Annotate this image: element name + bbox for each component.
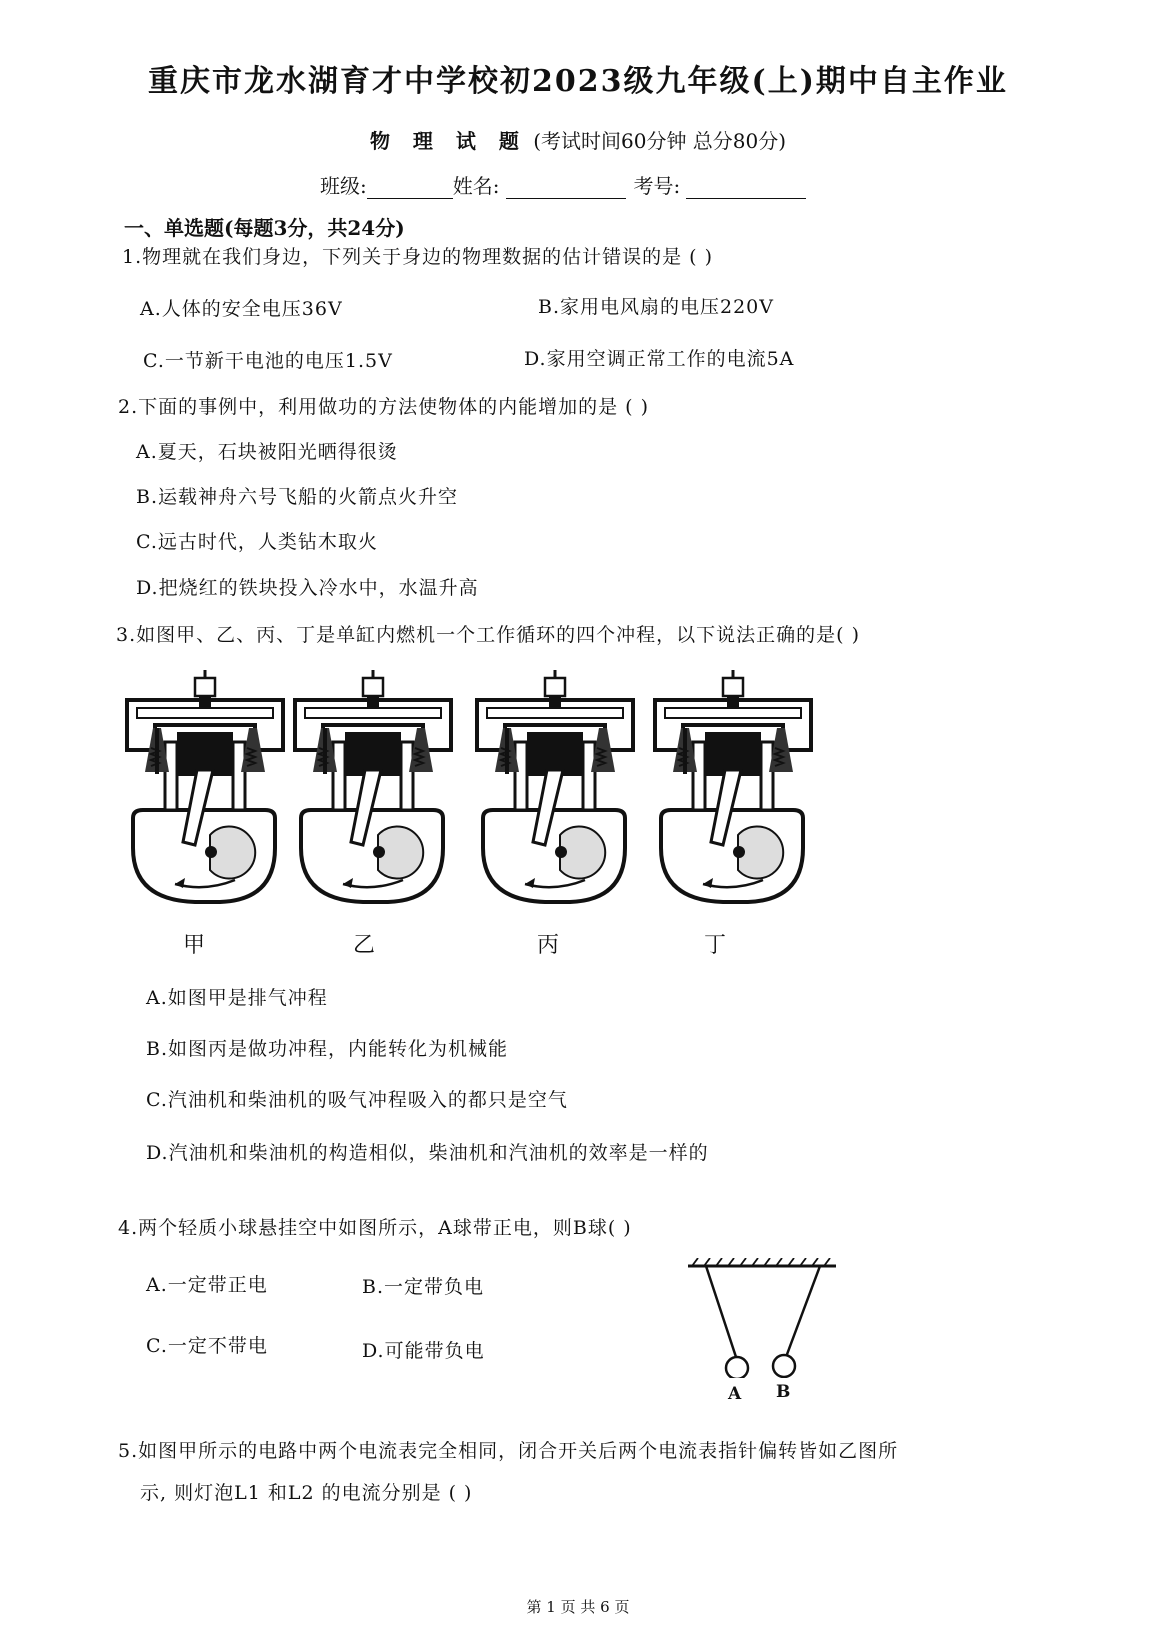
pendulum-balls-figure xyxy=(688,1258,838,1378)
q4-option-a: A.一定带正电 xyxy=(146,1274,268,1296)
q2-option-d: D.把烧红的铁块投入冷水中，水温升高 xyxy=(136,577,479,599)
name-label: 姓名: xyxy=(452,174,500,198)
page-footer: 第 1 页 共 6 页 xyxy=(526,1598,630,1616)
q1-option-c: C.一节新干电池的电压1.5V xyxy=(143,350,393,372)
engine-jia xyxy=(127,670,283,902)
figure-label-ding: 丁 xyxy=(704,933,727,958)
number-label: 考号: xyxy=(633,174,681,198)
figure-label-jia: 甲 xyxy=(183,933,206,958)
figure-label-yi: 乙 xyxy=(353,933,376,958)
q4-option-b: B.一定带负电 xyxy=(362,1276,485,1298)
engine-yi xyxy=(295,670,451,902)
question-4-stem: 4.两个轻质小球悬挂空中如图所示，A球带正电，则B球( ) xyxy=(118,1217,632,1239)
q2-option-a: A.夏天，石块被阳光晒得很烫 xyxy=(136,441,398,463)
ball-a xyxy=(726,1357,748,1378)
ball-b xyxy=(773,1355,795,1377)
q2-option-c: C.远古时代，人类钻木取火 xyxy=(136,531,378,553)
q3-option-b: B.如图丙是做功冲程，内能转化为机械能 xyxy=(146,1038,509,1060)
thread-b xyxy=(786,1266,820,1357)
q3-option-c: C.汽油机和柴油机的吸气冲程吸入的都只是空气 xyxy=(146,1089,568,1111)
name-blank[interactable] xyxy=(506,178,626,199)
q2-option-b: B.运载神舟六号飞船的火箭点火升空 xyxy=(136,486,459,508)
question-2-stem: 2.下面的事例中，利用做功的方法使物体的内能增加的是 ( ) xyxy=(118,396,650,418)
q1-option-b: B.家用电风扇的电压220V xyxy=(538,296,774,318)
question-5-stem-line1: 5.如图甲所示的电路中两个电流表完全相同，闭合开关后两个电流表指针偏转皆如乙图所 xyxy=(118,1440,899,1462)
q4-option-c: C.一定不带电 xyxy=(146,1335,268,1357)
ball-b-label: B xyxy=(776,1382,791,1402)
figure-label-bing: 丙 xyxy=(537,933,560,958)
section-heading: 一、单选题(每题3分，共24分) xyxy=(124,216,405,240)
engine-ding xyxy=(655,670,811,902)
engine-strokes-figure xyxy=(125,670,825,910)
thread-a xyxy=(706,1266,736,1357)
q4-option-d: D.可能带负电 xyxy=(362,1340,485,1362)
ball-a-label: A xyxy=(728,1384,742,1404)
q3-option-a: A.如图甲是排气冲程 xyxy=(146,987,328,1009)
class-label: 班级: xyxy=(320,174,367,198)
q3-option-d: D.汽油机和柴油机的构造相似，柴油机和汽油机的效率是一样的 xyxy=(146,1142,709,1164)
subject-name: 物 理 试 题 xyxy=(369,129,527,153)
engine-bing xyxy=(477,670,633,902)
q1-option-d: D.家用空调正常工作的电流5A xyxy=(524,348,795,370)
number-blank[interactable] xyxy=(686,178,806,199)
class-blank[interactable] xyxy=(367,178,453,199)
q1-option-a: A.人体的安全电压36V xyxy=(140,298,343,320)
question-1-stem: 1.物理就在我们身边，下列关于身边的物理数据的估计错误的是 ( ) xyxy=(122,246,714,268)
question-3-stem: 3.如图甲、乙、丙、丁是单缸内燃机一个工作循环的四个冲程，以下说法正确的是( ) xyxy=(116,624,860,646)
exam-title: 重庆市龙水湖育才中学校初2023级九年级(上)期中自主作业 xyxy=(148,64,1008,99)
exam-subtitle xyxy=(0,125,1156,154)
student-info-line xyxy=(320,170,806,199)
question-5-stem-line2: 示, 则灯泡L1 和L2 的电流分别是 ( ) xyxy=(140,1482,473,1504)
exam-info: (考试时间60分钟 总分80分) xyxy=(533,129,787,153)
